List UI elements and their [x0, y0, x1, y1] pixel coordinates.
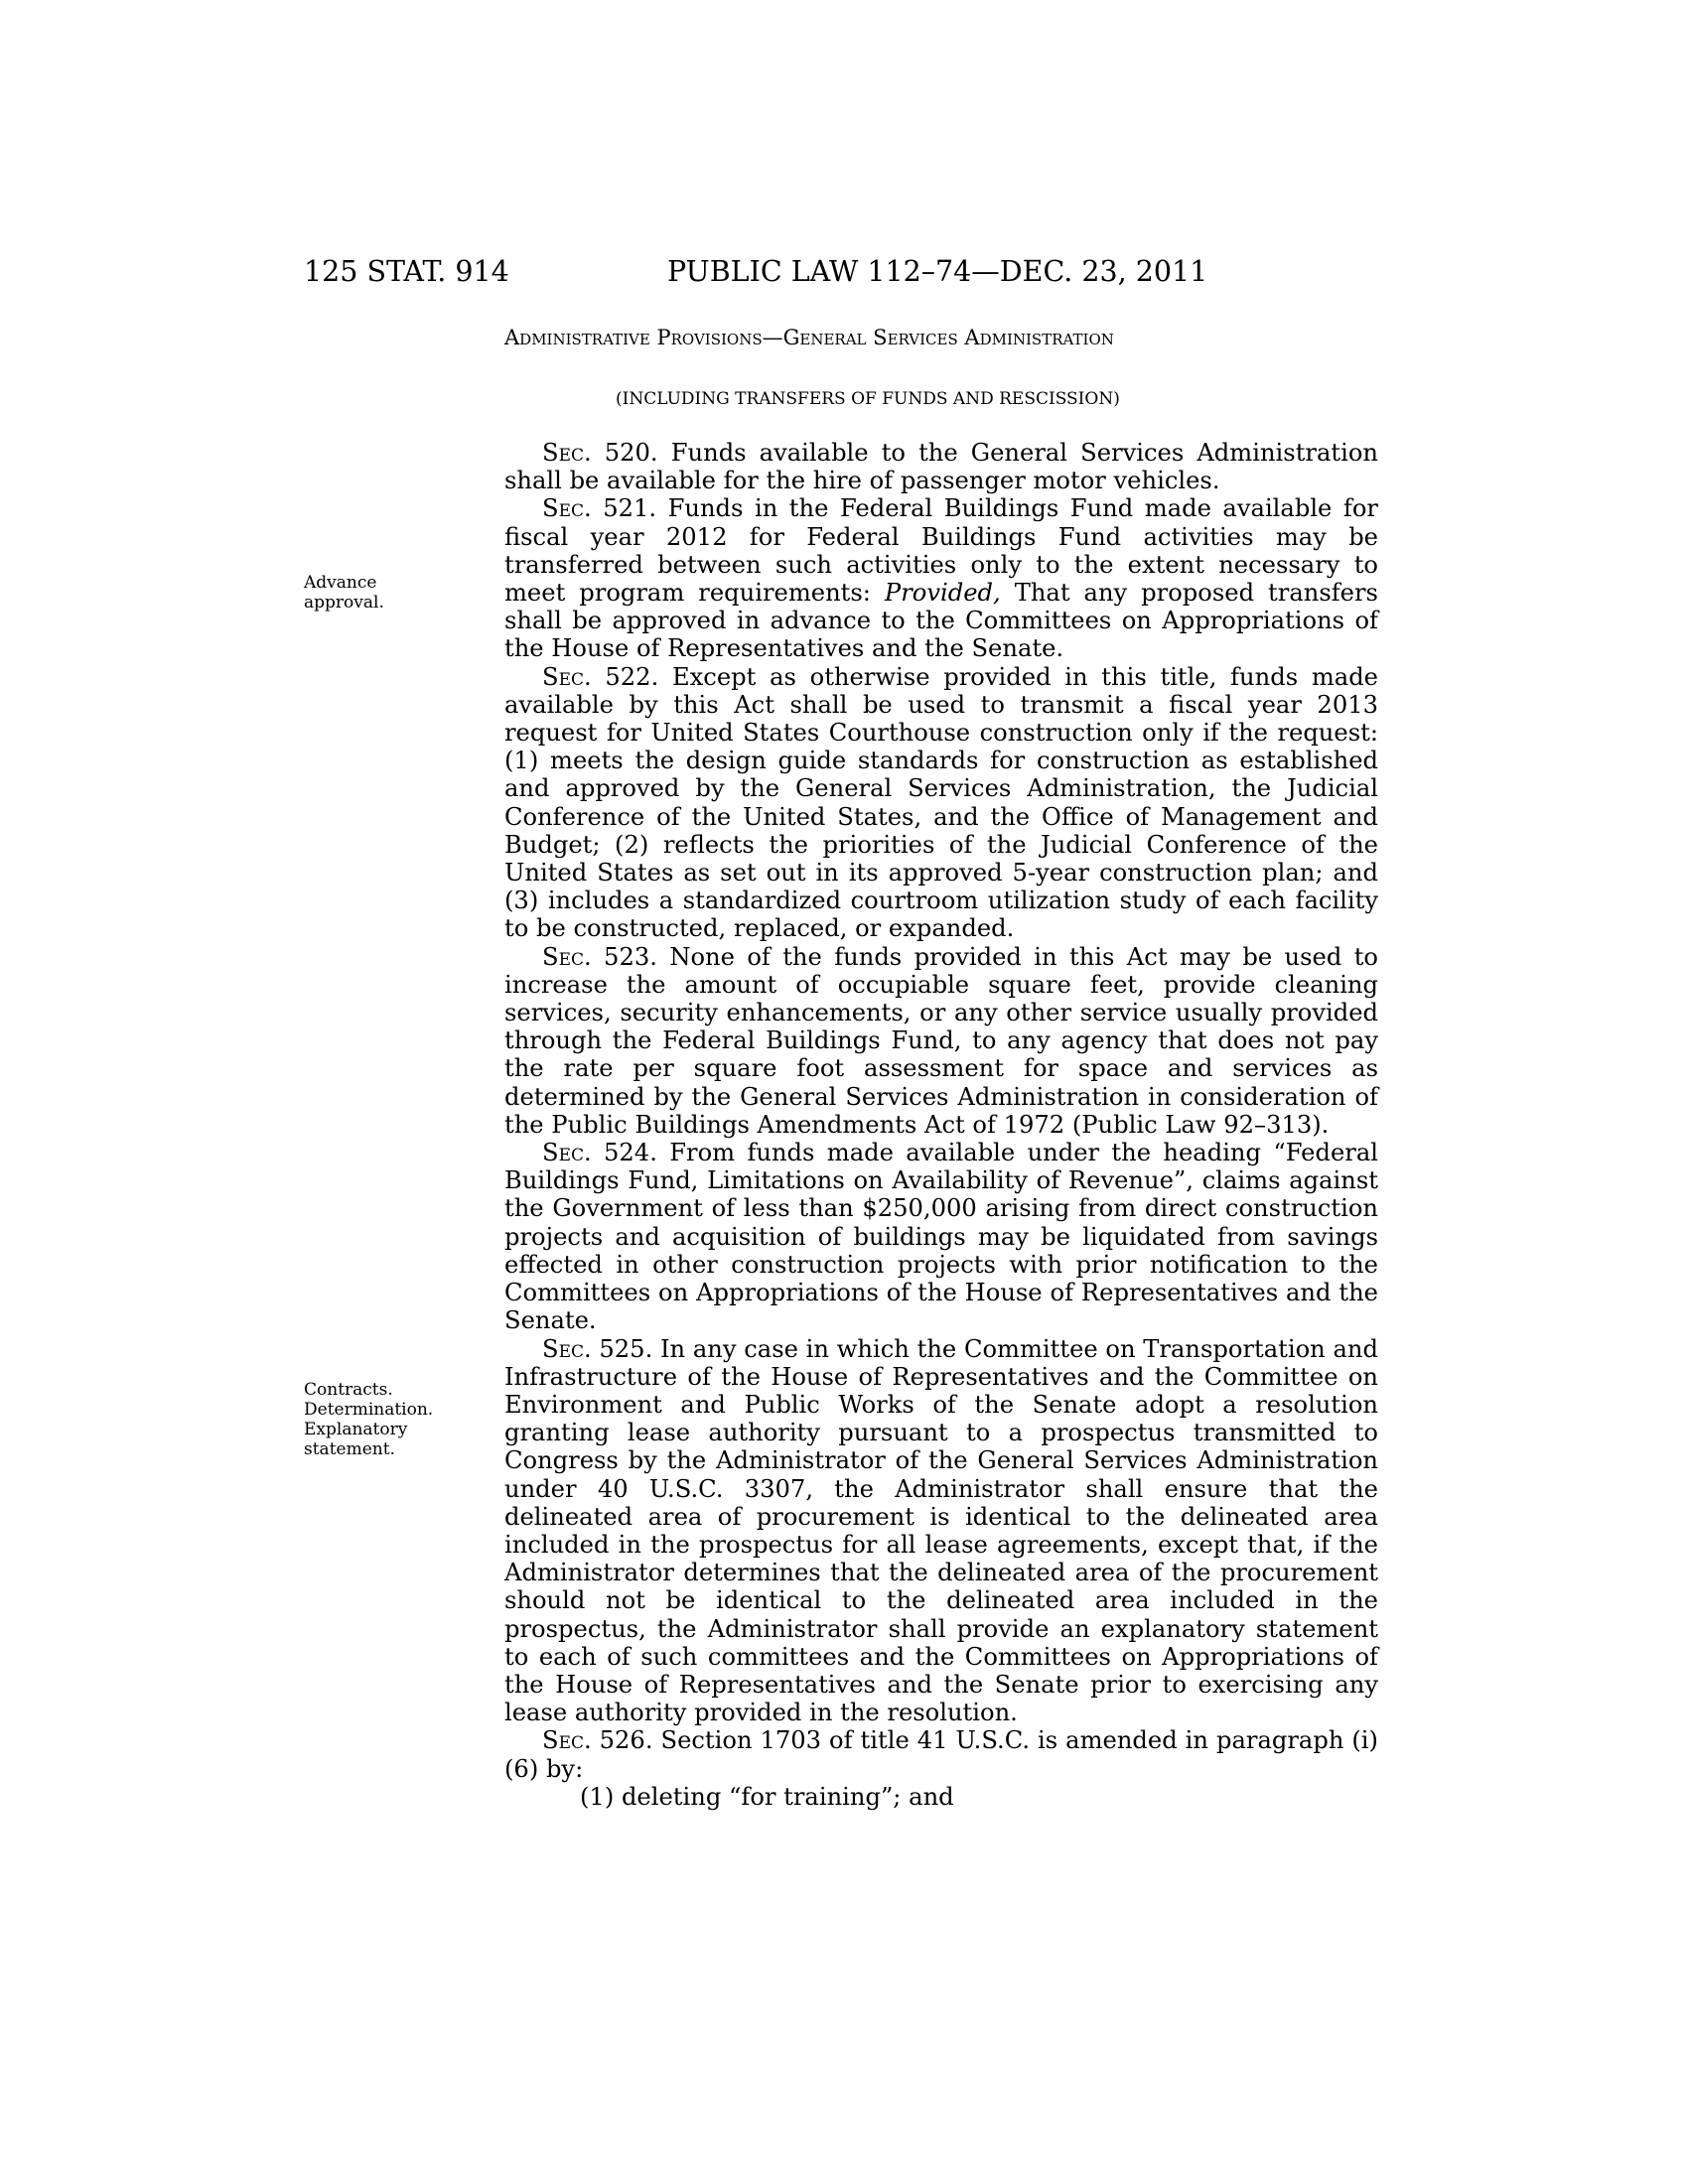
section-525 — [504, 1335, 1378, 1727]
section-526 — [504, 1726, 1378, 1782]
section-text: Funds available to the General Services Administration shall be available for the hire of passenger motor vehicles. — [504, 439, 1378, 495]
margin-note-line: Contracts. — [304, 1380, 393, 1400]
section-subtitle: (INCLUDING TRANSFERS OF FUNDS AND RESCISSION) — [616, 389, 1120, 409]
margin-note-line: Explanatory — [304, 1420, 408, 1439]
section-title: Administrative Provisions—General Services Administration — [504, 326, 1114, 349]
stat-reference: 125 STAT. 914 — [304, 255, 509, 288]
section-text: Except as otherwise provided in this title, funds made available by this Act shall be used to transmit a fiscal year 2013 request for United States Courthouse construction only if the request: (1) meets the design guide standards for construction as established and approved by the General Services Administration, the Judicial Conference of the United States, and the Office of Management and Budget; (2) reflects the priorities of the Judicial Conference of the United States as set out in its approved 5-year construction plan; and (3) includes a standardized courtroom utilization study of each facility to be constructed, replaced, or expanded. — [504, 662, 1378, 943]
section-number: Sec. 521. — [542, 494, 657, 523]
section-520 — [504, 439, 1378, 494]
section-number: Sec. 522. — [542, 662, 659, 691]
section-521 — [504, 494, 1378, 662]
section-523 — [504, 943, 1378, 1139]
margin-note-line: approval. — [304, 593, 384, 613]
section-text: Funds in the Federal Buildings Fund made available for fiscal year 2012 for Federal Buildings Fund activities may be transferred between such activities only to the extent necessary to meet program requirements: — [504, 494, 1378, 608]
section-number: Sec. 524. — [542, 1139, 657, 1167]
margin-note-line: statement. — [304, 1439, 395, 1459]
margin-note-advance-approval — [304, 573, 473, 613]
section-text-italic: Provided, — [884, 579, 1001, 608]
section-number: Sec. 525. — [542, 1334, 653, 1363]
section-524 — [504, 1139, 1378, 1334]
section-number: Sec. 523. — [542, 942, 657, 971]
list-item: (1) deleting “for training”; and — [580, 1782, 954, 1811]
section-text: In any case in which the Committee on Transportation and Infrastructure of the House of Representatives and the Committee on Environment and Public Works of the Senate adopt a resolution granting lease authority pursuant to a prospectus transmitted to Congress by the Administrator of the General Services Administration under 40 U.S.C. 3307, the Administrator shall ensure that the delineated area of procurement is identical to the delineated area included in the prospectus for all lease agreements, except that, if the Administrator determines that the delineated area of the procurement should not be identical to the delineated area included in the prospectus, the Administrator shall provide an explanatory statement to each of such committees and the Committees on Appropriations of the House of Representatives and the Senate prior to exercising any lease authority provided in the resolution. — [504, 1334, 1378, 1727]
page-header — [304, 252, 1227, 292]
section-number: Sec. 526. — [542, 1726, 653, 1755]
section-text: That any proposed transfers shall be approved in advance to the Committees on Appropriations of the House of Representatives and the Senate. — [504, 579, 1378, 663]
law-citation: PUBLIC LAW 112–74—DEC. 23, 2011 — [667, 255, 1208, 288]
document-body — [504, 439, 1378, 1811]
margin-note-line: Advance — [304, 573, 377, 593]
margin-note-contracts — [304, 1380, 473, 1459]
section-text: Section 1703 of title 41 U.S.C. is amended in paragraph (i)(6) by: — [504, 1726, 1378, 1783]
section-522 — [504, 663, 1378, 943]
section-number: Sec. 520. — [542, 439, 658, 467]
margin-note-line: Determination. — [304, 1400, 434, 1420]
section-text: None of the funds provided in this Act may be used to increase the amount of occupiable square feet, provide cleaning services, security enhancements, or any other service usually provided through the Federal Buildings Fund, to any agency that does not pay the rate per square foot assessment for space and services as determined by the General Services Administration in consideration of the Public Buildings Amendments Act of 1972 (Public Law 92–313). — [504, 942, 1378, 1139]
section-text: From funds made available under the heading “Federal Buildings Fund, Limitations on Availability of Revenue”, claims against the Government of less than $250,000 arising from direct construction projects and acquisition of buildings may be liquidated from savings effected in other construction projects with prior notification to the Committees on Appropriations of the House of Representatives and the Senate. — [504, 1139, 1378, 1335]
